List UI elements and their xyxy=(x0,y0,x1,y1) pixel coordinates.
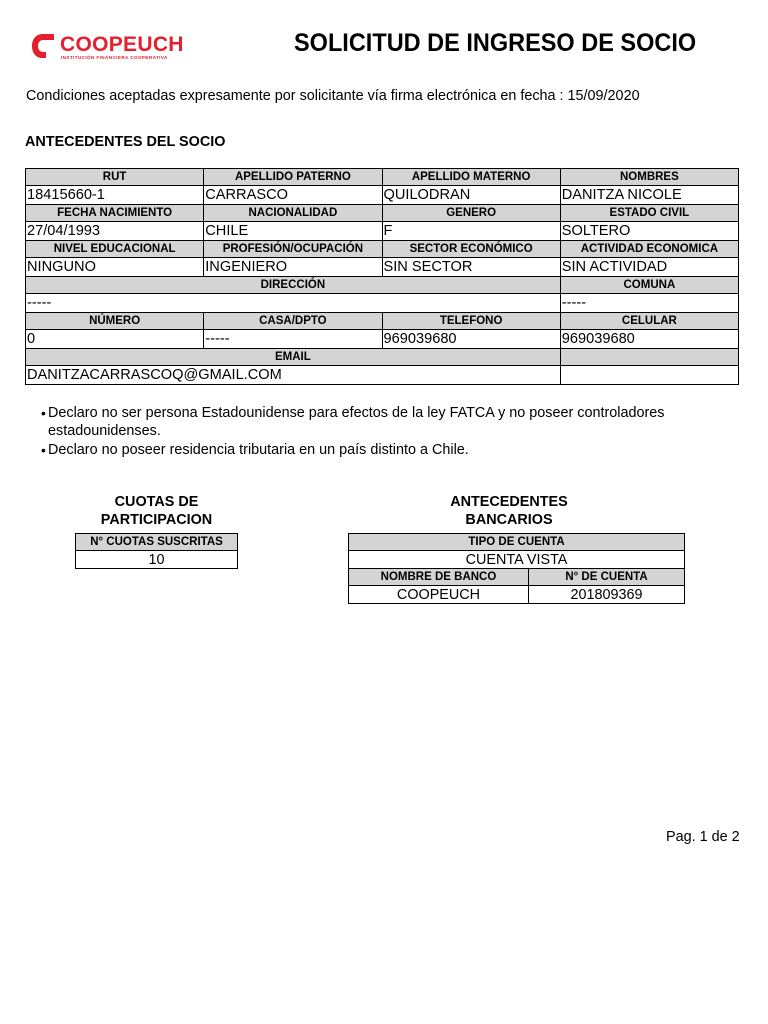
coopeuch-logo-icon xyxy=(30,32,57,60)
bullet-icon: • xyxy=(41,405,46,421)
actividad-label: ACTIVIDAD ECONOMICA xyxy=(560,241,738,258)
numero-label: NÚMERO xyxy=(26,313,204,330)
actividad-value: SIN ACTIVIDAD xyxy=(560,258,738,277)
declaration-residencia-text: Declaro no poseer residencia tributaria en un país distinto a Chile. xyxy=(48,442,469,458)
sector-value: SIN SECTOR xyxy=(382,258,560,277)
fecha-nacimiento-label: FECHA NACIMIENTO xyxy=(26,205,204,222)
numero-value: 0 xyxy=(26,330,204,349)
bancarios-table xyxy=(348,533,685,604)
nombre-banco-value: COOPEUCH xyxy=(349,586,529,604)
bancarios-title-line2: BANCARIOS xyxy=(465,512,553,528)
nivel-educacional-value: NINGUNO xyxy=(26,258,204,277)
bullet-icon: • xyxy=(41,442,46,458)
estado-civil-value: SOLTERO xyxy=(560,222,738,241)
telefono-value: 969039680 xyxy=(382,330,560,349)
celular-label: CELULAR xyxy=(560,313,738,330)
rut-value: 18415660-1 xyxy=(26,186,204,205)
direccion-label: DIRECCIÓN xyxy=(26,277,561,294)
genero-label: GENERO xyxy=(382,205,560,222)
cuotas-title-line1: CUOTAS DE xyxy=(114,494,199,510)
numero-cuenta-value: 201809369 xyxy=(529,586,685,604)
cuotas-value: 10 xyxy=(76,551,238,569)
telefono-label: TELEFONO xyxy=(382,313,560,330)
cuotas-header: N° CUOTAS SUSCRITAS xyxy=(76,534,238,551)
casa-value: ----- xyxy=(204,330,382,349)
direccion-value: ----- xyxy=(26,294,561,313)
declaration-residencia xyxy=(41,441,748,459)
nivel-educacional-label: NIVEL EDUCACIONAL xyxy=(26,241,204,258)
email-value-empty-cell xyxy=(560,366,738,385)
genero-value: F xyxy=(382,222,560,241)
conditions-text: Condiciones aceptadas expresamente por solicitante vía firma electrónica en fecha : 15/09/2020 xyxy=(26,88,640,104)
declaration-fatca xyxy=(41,404,748,440)
cuotas-table xyxy=(75,533,238,569)
tipo-cuenta-label: TIPO DE CUENTA xyxy=(349,534,685,551)
nacionalidad-label: NACIONALIDAD xyxy=(204,205,382,222)
antecedentes-table xyxy=(25,168,739,385)
comuna-label: COMUNA xyxy=(560,277,738,294)
logo-tagline: INSTITUCIÓN FINANCIERA COOPERATIVA xyxy=(61,55,168,60)
apellido-materno-label: APELLIDO MATERNO xyxy=(382,169,560,186)
nombre-banco-label: NOMBRE DE BANCO xyxy=(349,569,529,586)
profesion-value: INGENIERO xyxy=(204,258,382,277)
apellido-materno-value: QUILODRAN xyxy=(382,186,560,205)
rut-label: RUT xyxy=(26,169,204,186)
declaration-fatca-text: Declaro no ser persona Estadounidense para efectos de la ley FATCA y no poseer controladores estadounidenses. xyxy=(48,405,665,439)
page-number: Pag. 1 de 2 xyxy=(666,829,740,845)
coopeuch-logo xyxy=(30,30,184,70)
nacionalidad-value: CHILE xyxy=(204,222,382,241)
nombres-value: DANITZA NICOLE xyxy=(560,186,738,205)
estado-civil-label: ESTADO CIVIL xyxy=(560,205,738,222)
email-label: EMAIL xyxy=(26,349,561,366)
email-value: DANITZACARRASCOQ@GMAIL.COM xyxy=(26,366,561,385)
numero-cuenta-label: N° DE CUENTA xyxy=(529,569,685,586)
bancarios-title xyxy=(348,493,670,529)
bancarios-title-line1: ANTECEDENTES xyxy=(450,494,568,510)
apellido-paterno-value: CARRASCO xyxy=(204,186,382,205)
cuotas-title-line2: PARTICIPACION xyxy=(100,512,213,528)
comuna-value: ----- xyxy=(560,294,738,313)
logo-brand-text: COOPEUCH xyxy=(60,33,184,56)
page-title: SOLICITUD DE INGRESO DE SOCIO xyxy=(294,29,697,57)
tipo-cuenta-value: CUENTA VISTA xyxy=(349,551,685,569)
fecha-nacimiento-value: 27/04/1993 xyxy=(26,222,204,241)
sector-label: SECTOR ECONÓMICO xyxy=(382,241,560,258)
celular-value: 969039680 xyxy=(560,330,738,349)
section-title-antecedentes: ANTECEDENTES DEL SOCIO xyxy=(25,134,226,150)
casa-label: CASA/DPTO xyxy=(204,313,382,330)
email-label-empty-cell xyxy=(560,349,738,366)
cuotas-title xyxy=(75,493,238,529)
apellido-paterno-label: APELLIDO PATERNO xyxy=(204,169,382,186)
profesion-label: PROFESIÓN/OCUPACIÓN xyxy=(204,241,382,258)
nombres-label: NOMBRES xyxy=(560,169,738,186)
